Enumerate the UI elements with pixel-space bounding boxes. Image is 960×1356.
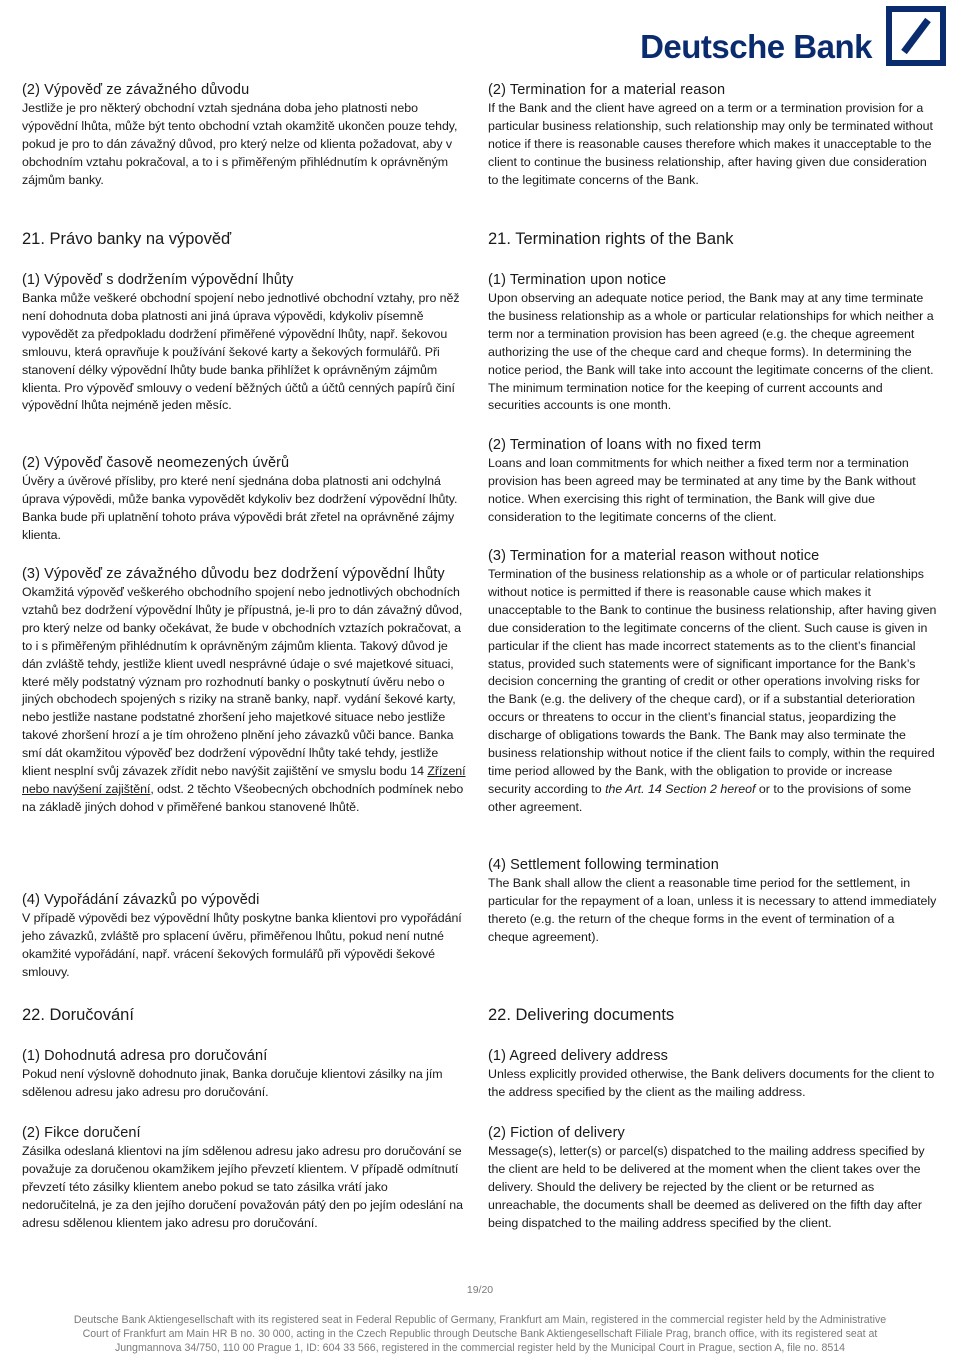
footer-line-2: Court of Frankfurt am Main HR B no. 30 000, acting in the Czech Republic through Deutsche Bank Aktiengesellschaft Filiale Prag, branch office, with its registered seat at [82, 1328, 878, 1340]
section-21-4-en [488, 857, 938, 947]
section-21-3-cz [22, 566, 468, 817]
section-22-2-cz [22, 1125, 468, 1233]
section-21-4-cz [22, 892, 468, 982]
section-heading: (1) Výpověď s dodržením výpovědní lhůty [22, 272, 294, 288]
text-part: , odst. 2 těchto Všeobecných obchodních podmínek nebo na základě jiných dohod v přiměřené bankou stanovené lhůtě. [22, 781, 464, 814]
section-heading: (1) Agreed delivery address [488, 1048, 669, 1064]
section-22-title-en [488, 1006, 938, 1025]
section-text: Upon observing an adequate notice period, the Bank may at any time terminate the business relationship as a whole or particular relationships for which neither a term nor a termination provision has been agreed (e.g. the cheque agreement authorizing the use of the cheque card and cheque forms). In determining the notice period, the Bank will take into account the legitimate concerns of the client. The minimum termination notice for the keeping of current accounts and securities accounts is one month. [488, 291, 934, 413]
section-21-1-cz [22, 272, 468, 415]
section-text: Úvěry a úvěrové přísliby, pro které není sjednána doba platnosti ani odchylná úprava výpovědi, může banka vypovědět kdykoliv bez dodržení výpovědní lhůty. Banka bude při uplatnění tohoto práva výpovědi brát zřetel na oprávněné zájmy klienta. [22, 474, 458, 542]
section-21-title-en [488, 230, 938, 249]
section-21-title-cz [22, 230, 468, 249]
section-text: Banka může veškeré obchodní spojení nebo jednotlivé obchodní vztahy, pro něž není dohodnuta doba platnosti ani jiná úprava výpovědi, kdykoliv písemně vypovědět za předpokladu dodržení přiměřené výpovědní lhůty, např. šekovou smlouvu, která opravňuje k používání šekové karty a šekových formulářů. Při stanovení délky výpovědní lhůty bude banka přihlížet k oprávněným zájmům klienta. Pro výpověď smlouvy o vedení běžných účtů a účtů cenných papírů činí výpovědní lhůta nejméně jeden měsíc. [22, 291, 460, 413]
section-heading: (1) Dohodnutá adresa pro doručování [22, 1048, 268, 1064]
section-heading: (4) Settlement following termination [488, 857, 719, 873]
article-title: 22. Delivering documents [488, 1006, 675, 1024]
section-22-1-cz [22, 1048, 468, 1102]
section-text [22, 584, 468, 817]
section-20-2-cz [22, 82, 468, 190]
section-text: Pokud není výslovně dohodnuto jinak, Banka doručuje klientovi zásilky na jím sdělenou adresu jako adresu pro doručování. [22, 1067, 443, 1099]
article-title: 21. Termination rights of the Bank [488, 230, 734, 248]
section-21-1-en [488, 272, 938, 415]
clause-reference: the Art. 14 Section 2 hereof [605, 781, 756, 796]
section-heading: (3) Termination for a material reason without notice [488, 548, 820, 564]
section-text: Loans and loan commitments for which neither a fixed term nor a termination provision has been agreed may be terminated at any time by the Bank without notice. When exercising this right of termination, the Bank will give due consideration to the legitimate concerns of the client. [488, 456, 916, 524]
article-title: 21. Právo banky na výpověď [22, 230, 232, 248]
article-title: 22. Doručování [22, 1006, 134, 1024]
footer-line-3: Jungmannova 34/750, 110 00 Prague 1, ID: 604 33 566, registered in the commercial register held by the Municipal Court in Prague, section A, file no. 8514 [114, 1342, 846, 1354]
section-21-2-en [488, 437, 938, 527]
section-text: Jestliže je pro některý obchodní vztah sjednána doba jeho platnosti nebo výpovědní lhůta, může být tento obchodní vztah okamžitě ukončen pouze tehdy, pokud je pro to dán závažný důvod, pro který nelze od klienta požadovat, aby v obchodním vztahu pokračoval, a to i s přiměřeným přihlédnutím k oprávněným zájmům banky. [22, 101, 458, 187]
section-21-3-en [488, 548, 938, 817]
section-text: If the Bank and the client have agreed on a term or a termination provision for a particular business relationship, such relationship may only be terminated without notice if there is reasonable causes therefore which makes it unacceptable to the client to continue the business relationship, after having given due consideration to the legitimate concerns of the Bank. [488, 101, 933, 187]
bank-name: Deutsche Bank [640, 28, 872, 65]
section-20-2-en [488, 82, 938, 190]
section-heading: (2) Fiction of delivery [488, 1125, 625, 1141]
section-text: Message(s), letter(s) or parcel(s) dispatched to the mailing address specified by the client are held to be delivered at the moment when the client takes over the delivery. Should the delivery be rejected by the client or be returned as unreachable, the documents shall be deemed as delivered on the fifth day after being dispatched to the mailing address specified by the client. [488, 1144, 925, 1230]
section-22-2-en [488, 1125, 938, 1233]
section-heading: (4) Vypořádání závazků po výpovědi [22, 892, 260, 908]
section-heading: (2) Termination for a material reason [488, 82, 726, 98]
deutsche-bank-slash-square-icon [886, 6, 946, 66]
text-part: Okamžitá výpověď veškerého obchodního spojení nebo jednotlivých obchodních vztahů bez dodržení výpovědní lhůty je přípustná, je-li pro to dán závažný důvod, pro který nelze od banky očekávat, že bude v obchodních vztazích pokračovat, a to i s přiměřeným přihlédnutím k oprávněným zájmům klienta. Takový důvod je dán zvláště tehdy, jestliže klient uvedl nesprávné údaje o své majetkové situaci, které měly podstatný význam pro rozhodnutí banky o poskytnutí úvěru nebo o jiných obchodech spojených s riziky na straně banky, např. vydání šekové karty, nebo jestliže nastane podstatné zhoršení jeho majetkové situace nebo jestliže takové zhoršení hrozí a je tím ohroženo plnění jeho závazků vůči bance. Banka smí dát okamžitou výpověď bez dodržení výpovědní lhůty také tehdy, jestliže klient nesplní svůj závazek zřídit nebo navýšit zajištění ve smyslu bodu 14 [22, 585, 463, 779]
page-number: 19/20 [466, 1284, 494, 1296]
footer-line-1: Deutsche Bank Aktiengesellschaft with its registered seat in Federal Republic of Germany, Frankfurt am Main, registered in the commercial register held by the Administrative [73, 1314, 887, 1326]
section-text: Zásilka odeslaná klientovi na jím sdělenou adresu jako adresu pro doručování se považuje za doručenou okamžikem jejího převzetí klientem. V případě odmítnutí převzetí této zásilky klientem anebo pokud se tato zásilka vrátí jako nedoručitelná, je za den jejího doručení považován pátý den po jejím odeslání na adresu sdělenou klientem jako adresu pro doručování. [22, 1144, 463, 1230]
clause-reference-link: Zřízení nebo navýšení zajištění [22, 764, 466, 796]
section-heading: (2) Výpověď časově neomezených úvěrů [22, 455, 290, 471]
text-part: or to the provisions of some other agreement. [488, 781, 912, 814]
section-text: Unless explicitly provided otherwise, the Bank delivers documents for the client to the address specified by the client as the mailing address. [488, 1067, 935, 1099]
section-text: The Bank shall allow the client a reasonable time period for the settlement, in particular for the repayment of a loan, unless it is necessary to attend immediately thereto (e.g. the return of the cheque forms in the event of termination of a cheque agreement). [488, 876, 937, 944]
section-22-title-cz [22, 1006, 468, 1025]
section-heading: (2) Fikce doručení [22, 1125, 141, 1141]
section-heading: (3) Výpověď ze závažného důvodu bez dodržení výpovědní lhůty [22, 566, 445, 582]
section-22-1-en [488, 1048, 938, 1102]
text-part: Termination of the business relationship as a whole or of particular relationships without notice is permitted if there is reasonable cause which makes it unacceptable to the Bank to continue the business relationship, after having given due consideration to the legitimate concerns of the client. Such cause is given in particular if the client has made incorrect statements as to the client’s financial status, provided such statements were of significant importance for the Bank’s decision concerning the granting of credit or other operations involving risks for the Bank (e.g. the delivery of the cheque card), or if a substantial deterioration occurs or threatens to occur in the client’s financial status, jeopardizing the discharge of obligations towards the Bank. The Bank may also terminate the business relationship without notice if the client fails to comply, within the required time period allowed by the Bank, with the obligation to provide or increase security according to [488, 567, 937, 796]
section-heading: (2) Výpověď ze závažného důvodu [22, 82, 250, 98]
section-heading: (2) Termination of loans with no fixed term [488, 437, 762, 453]
section-heading: (1) Termination upon notice [488, 272, 667, 288]
section-text: V případě výpovědi bez výpovědní lhůty poskytne banka klientovi pro vypořádání jeho závazků, zvláště pro splacení úvěru, přiměřenou lhůtu, pokud není nutné okamžité vypořádání, např. vrácení šekových formulářů při výpovědi šekové smlouvy. [22, 911, 462, 979]
section-text [488, 566, 938, 817]
section-21-2-cz [22, 455, 468, 545]
bank-logo [640, 6, 946, 66]
